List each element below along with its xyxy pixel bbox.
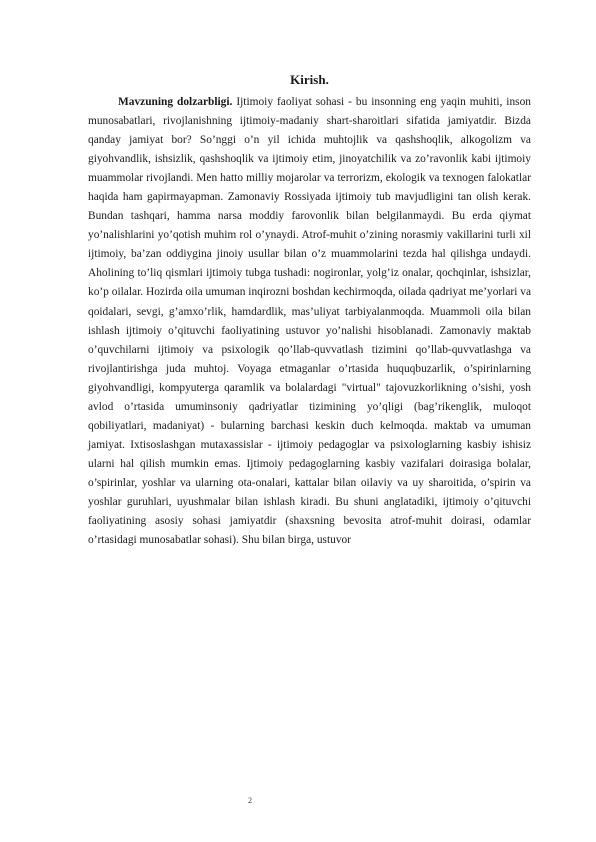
paragraph-lead: Mavzuning dolzarbligi. <box>118 96 233 108</box>
document-body <box>88 70 531 550</box>
page-number: 2 <box>248 796 252 805</box>
page-title: Kirish. <box>290 72 329 87</box>
intro-paragraph <box>88 93 531 550</box>
paragraph-text: Ijtimoiy faoliyat sohasi - bu insonning eng yaqin muhiti, inson munosabatlari, rivojlanishning ijtimoiy-madaniy shart-sharoitlari sifatida jamiyatdir. Bizda qanday jamiyat bor? So’nggi o’n yil ichida muhtojlik va qashshoqlik, alkogolizm va giyohvandlik, ishsizlik, qashshoqlik va ijtimoiy etim, jinoyatchilik va zo’ravonlik kabi ijtimoiy muammolar rivojlandi. Men hatto milliy mojarolar va terrorizm, ekologik va texnogen falokatlar haqida ham gapirmayapman. Zamonaviy Rossiyada ijtimoiy tub mavjudligini tan olish kerak. Bundan tashqari, hamma narsa moddiy farovonlik bilan belgilanmaydi. Bu erda qiymat yo’nalishlarini yo’qotish muhim rol o’ynaydi. Atrof-muhit o’zining norasmiy vakillarini turli xil ijtimoiy, ba’zan oddiygina jinoiy usullar bilan o’z muammolarini tezda hal qilishga undaydi. Aholining to’liq qismlari ijtimoiy tubga tushadi: nogironlar, yolg’iz onalar, qochqinlar, ishsizlar, ko’p oilalar. Hozirda oila umuman inqirozni boshdan kechirmoqda, oilada qadriyat me’yorlari va qoidalari, sevgi, g’amxo’rlik, hamdardlik, mas’uliyat tarbiyalanmoqda. Muammoli oila bilan ishlash ijtimoiy o’qituvchi faoliyatining ustuvor yo’nalishi hisoblanadi. Zamonaviy maktab o’quvchilarni ijtimoiy va psixologik qo’llab-quvvatlash tizimini qo’llab-quvvatlashga va rivojlantirishga juda muhtoj. Voyaga etmaganlar o’rtasida huquqbuzarlik, o’spirinlarning giyohvandligi, kompyuterga qaramlik va bolalardagi "virtual" tajovuzkorlikning o’sishi, yosh avlod o’rtasida umuminsoniy qadriyatlar tizimining yo’qligi (bag’rikenglik, muloqot qobiliyatlari, madaniyat) - bularning barchasi keskin duch kelmoqda. maktab va umuman jamiyat. Ixtisoslashgan mutaxassislar - ijtimoiy pedagoglar va psixologlarning kasbiy ishisiz ularni hal qilish mumkin emas. Ijtimoiy pedagoglarning kasbiy vazifalari doirasiga bolalar, o’spirinlar, yoshlar va ularning ota-onalari, kattalar bilan oilaviy va uy sharoitida, o’spirin va yoshlar guruhlari, uyushmalar bilan ishlash kiradi. Bu shuni anglatadiki, ijtimoiy o’qituvchi faoliyatining asosiy sohasi jamiyatdir (shaxsning bevosita atrof-muhit doirasi, odamlar o’rtasidagi munosabatlar sohasi). Shu bilan birga, ustuvor <box>88 96 531 547</box>
